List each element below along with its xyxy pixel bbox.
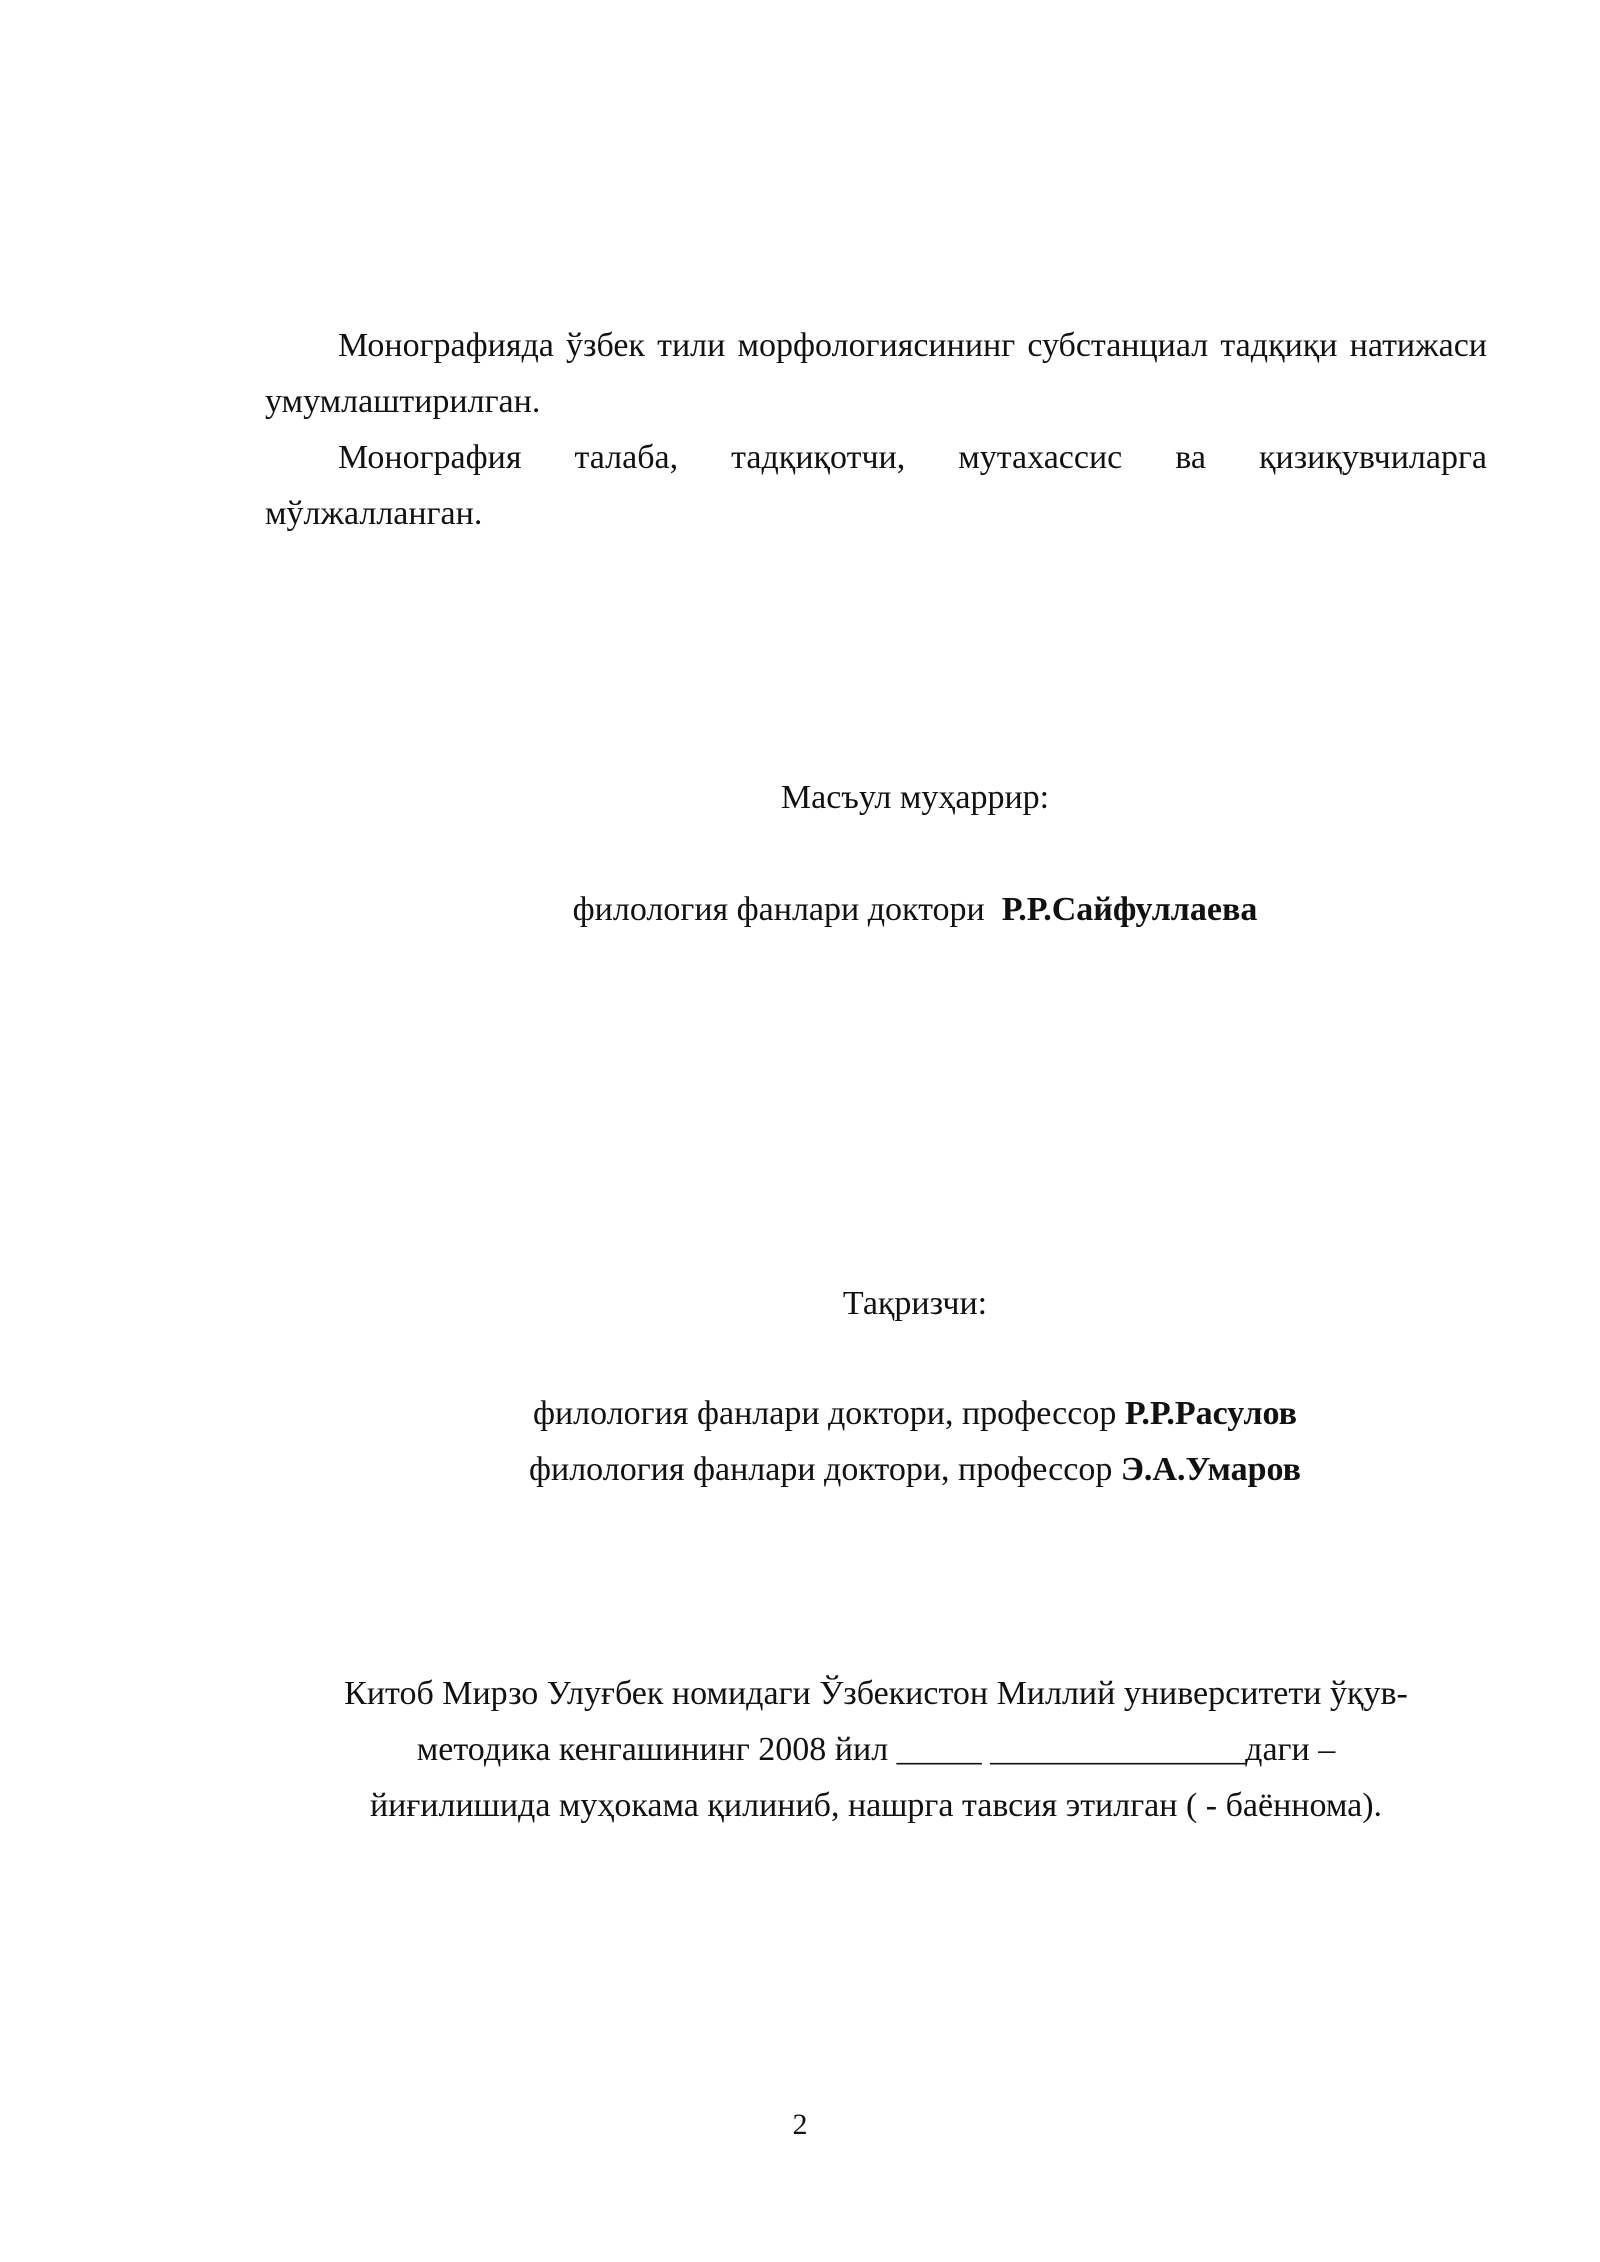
page-number: 2 [792, 2108, 808, 2141]
editor-title: филология фанлари доктори [572, 891, 985, 928]
reviewer-name: Э.А.Умаров [1120, 1451, 1302, 1488]
abstract-paragraph-1: Монографияда ўзбек тили морфологиясининг субстанциал тадқиқи натижаси умумлаштирилган. [265, 327, 1487, 420]
editor-name: Р.Р.Сайфуллаева [1001, 891, 1258, 928]
reviewer-item [440, 1386, 1390, 1442]
approval-note [265, 1666, 1487, 1834]
reviewer-title: филология фанлари доктори, профессор [532, 1395, 1117, 1432]
approval-line-2: методика кенгашининг 2008 йил _____ _______________даги – [416, 1731, 1336, 1768]
approval-line-1: Китоб Мирзо Улуғбек номидаги Ўзбекистон Миллий университети ўқув- [344, 1675, 1408, 1712]
editor-caption: Масъул муҳаррир: [780, 779, 1050, 816]
reviewer-list [440, 1386, 1390, 1498]
approval-line-3: йиғилишида муҳокама қилиниб, нашрга тавсия этилган ( - баённома). [369, 1787, 1383, 1824]
reviewer-title: филология фанлари доктори, профессор [528, 1451, 1113, 1488]
abstract-section [265, 318, 1487, 542]
editor-line [500, 882, 1330, 938]
reviewer-name: Р.Р.Расулов [1124, 1395, 1298, 1432]
abstract-paragraph-2: Монография талаба, тадқиқотчи, мутахассис ва қизиқувчиларга мўлжалланган. [265, 439, 1487, 532]
reviewer-caption: Тақризчи: [842, 1285, 988, 1322]
reviewer-item [440, 1442, 1390, 1498]
